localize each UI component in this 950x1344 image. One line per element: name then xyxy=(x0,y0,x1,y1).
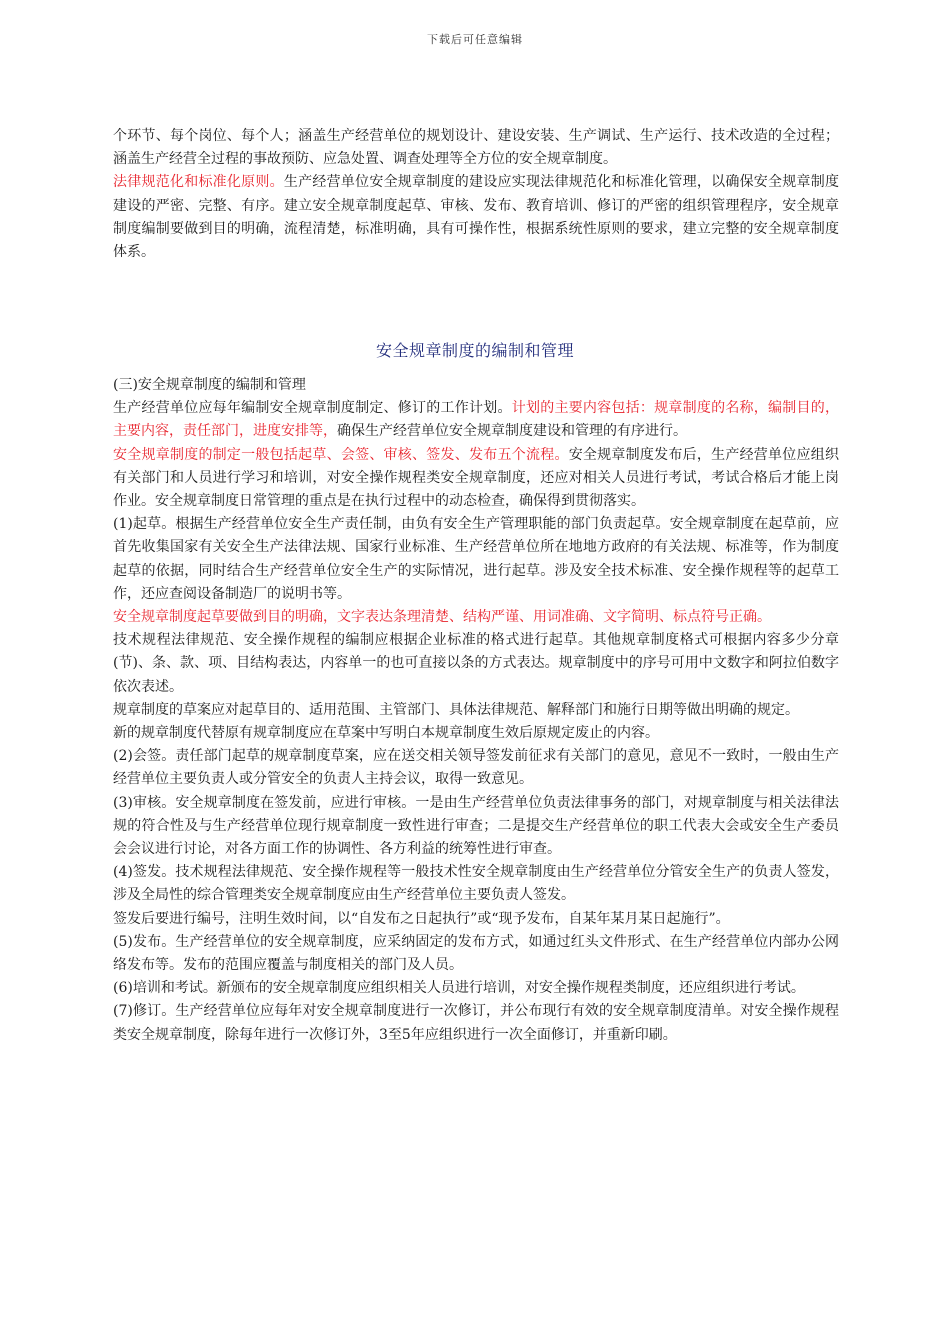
plan-text-b: 确保生产经营单位安全规章制度建设和管理的有序进行。 xyxy=(337,423,687,440)
draft-requirement: 安全规章制度起草要做到目的明确，文字表达条理清楚、结构严谨、用词准确、文字简明、标点符号正确。 xyxy=(113,609,771,626)
format-paragraph: 技术规程法律规范、安全操作规程的编制应根据企业标准的格式进行起草。其他规章制度格式可根据内容多少分章(节)、条、款、项、目结构表达，内容单一的也可直接以条的方式表达。规章制度中的序号可用中文数字和阿拉伯数字依次表述。 xyxy=(113,632,839,695)
training-paragraph: (6)培训和考试。新颁布的安全规章制度应组织相关人员进行培训，对安全操作规程类制度，还应组织进行考试。 xyxy=(113,980,805,997)
section-subtitle: (三)安全规章制度的编制和管理 xyxy=(113,377,306,393)
revise-paragraph: (7)修订。生产经营单位应每年对安全规章制度进行一次修订，并公布现行有效的安全规章制度清单。对安全操作规程类安全规章制度，除每年进行一次修订外，3至5年应组织进行一次全面修订，并重新印刷。 xyxy=(113,1003,839,1043)
principle-text: 生产经营单位安全规章制度的建设应实现法律规范化和标准化管理，以确保安全规章制度建设的严密、完整、有序。建立安全规章制度起草、审核、发布、教育培训、修订的严密的组织管理程序，安全规章制度编制要做到目的明确，流程清楚，标准明确，具有可操作性，根据系统性原则的要求，建立完整的安全规章制度体系。 xyxy=(113,174,840,261)
issue-paragraph: (4)签发。技术规程法律规范、安全操作规程等一般技术性安全规章制度由生产经营单位分管安全生产的负责人签发，涉及全局性的综合管理类安全规章制度应由生产经营单位主要负责人签发。 xyxy=(113,864,839,904)
review-paragraph: (3)审核。安全规章制度在签发前，应进行审核。一是由生产经营单位负责法律事务的部门，对规章制度与相关法律法规的符合性及与生产经营单位现行规章制度一致性进行审查；二是提交生产经营单位的职工代表大会或安全生产委员会会议进行讨论，对各方面工作的协调性、各方利益的统筹性进行审查。 xyxy=(113,794,839,858)
principle-heading: 法律规范化和标准化原则。 xyxy=(113,174,284,191)
plan-paragraph xyxy=(113,397,839,443)
countersign-paragraph: (2)会签。责任部门起草的规章制度草案，应在送交相关领导签发前征求有关部门的意见，意见不一致时，一般由生产经营单位主要负责人或分管安全的负责人主持会议，取得一致意见。 xyxy=(113,748,839,788)
main-section xyxy=(113,374,839,1047)
numbering-paragraph: 签发后要进行编号，注明生效时间，以“自发布之日起执行”或“现予发布，自某年某月某日起施行”。 xyxy=(113,910,730,927)
page-header: 下载后可任意编辑 xyxy=(427,33,523,46)
publish-paragraph: (5)发布。生产经营单位的安全规章制度，应采纳固定的发布方式，如通过红头文件形式、在生产经营单位内部办公网络发布等。发布的范围应覆盖与制度相关的部门及人员。 xyxy=(113,933,839,974)
section-title: 安全规章制度的编制和管理 xyxy=(375,341,574,360)
flow-paragraph xyxy=(113,444,839,514)
replace-paragraph: 新的规章制度代替原有规章制度应在草案中写明白本规章制度生效后原规定废止的内容。 xyxy=(113,725,659,742)
intro-paragraph-1: 个环节、每个岗位、每个人；涵盖生产经营单位的规划设计、建设安装、生产调试、生产运行、技术改造的全过程；涵盖生产经营全过程的事故预防、应急处置、调查处理等全方位的安全规章制度。 xyxy=(113,128,839,168)
flow-text-highlight: 安全规章制度的制定一般包括起草、会签、审核、签发、发布五个流程。 xyxy=(113,446,569,463)
draft-case-paragraph: 规章制度的草案应对起草目的、适用范围、主管部门、具体法律规范、解释部门和施行日期等做出明确的规定。 xyxy=(113,701,799,718)
intro-section xyxy=(113,125,839,264)
flow-text: 安全规章制度发布后，生产经营单位应组织有关部门和人员进行学习和培训，对安全操作规程类安全规章制度，还应对相关人员进行考试，考试合格后才能上岗作业。安全规章制度日常管理的重点是在执行过程中的动态检查，确保得到贯彻落实。 xyxy=(113,446,840,510)
intro-paragraph-2 xyxy=(113,171,839,264)
plan-text-highlight: 计划的主要内容包括：规章制度的名称，编制目的，主要内容，责任部门，进度安排等， xyxy=(113,400,839,440)
draft-paragraph: (1)起草。根据生产经营单位安全生产责任制，由负有安全生产管理职能的部门负责起草。安全规章制度在起草前，应首先收集国家有关安全生产法律法规、国家行业标准、生产经营单位所在地地方政府的有关法规、标准等，作为制度起草的依据，同时结合生产经营单位安全生产的实际情况，进行起草。涉及安全技术标准、安全操作规程等的起草工作，还应查阅设备制造厂的说明书等。 xyxy=(113,516,839,602)
plan-text-a: 生产经营单位应每年编制安全规章制度制定、修订的工作计划。 xyxy=(113,400,512,417)
